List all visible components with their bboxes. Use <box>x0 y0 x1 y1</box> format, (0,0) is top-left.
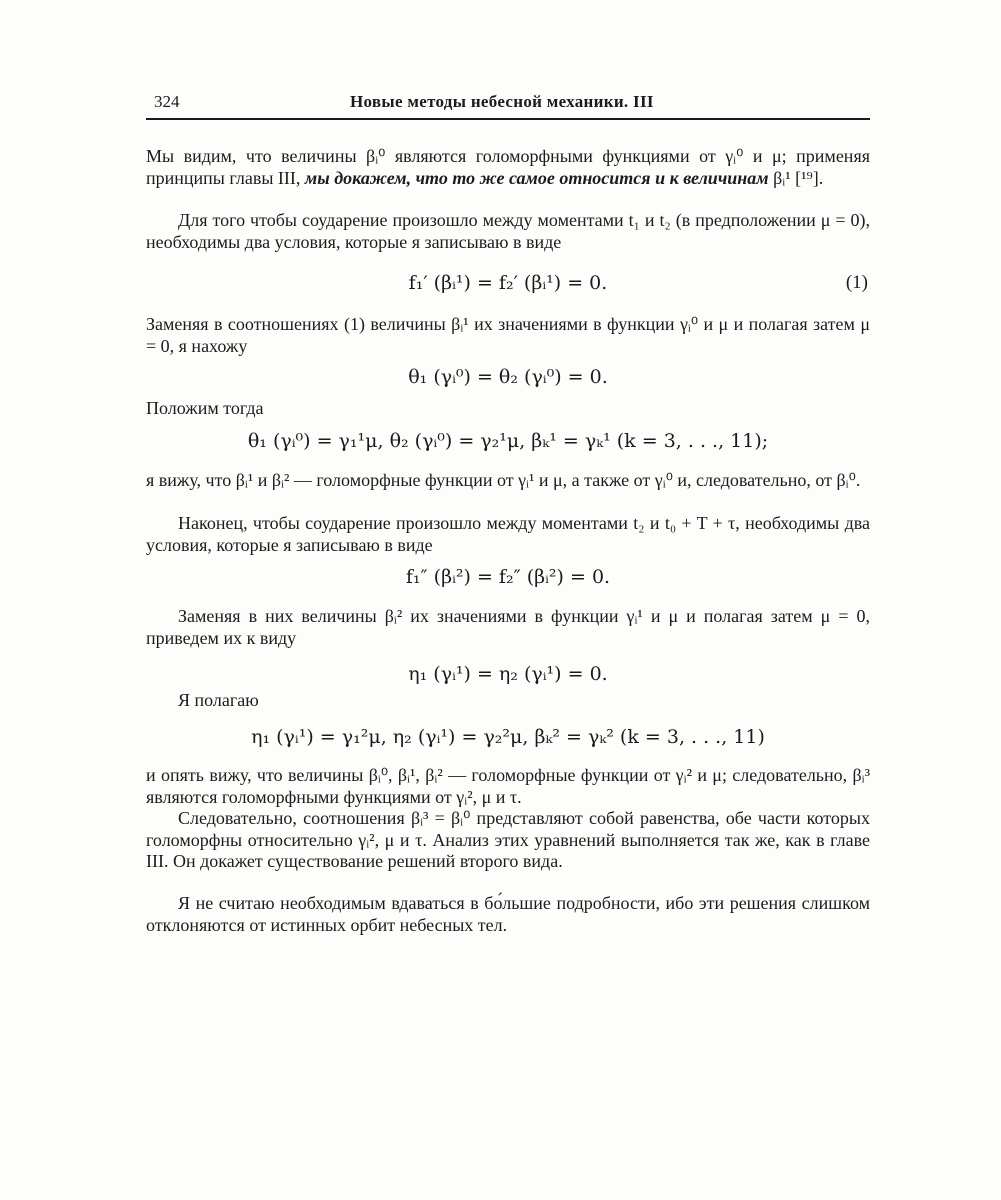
running-header <box>146 90 870 120</box>
paragraph-8: Я полагаю <box>178 690 259 710</box>
equation-1-body: f₁′ (βᵢ¹) = f₂′ (βᵢ¹) = 0. <box>408 272 608 294</box>
paragraph-1 <box>146 146 870 189</box>
header-rule <box>146 118 870 120</box>
paragraph-4: Положим тогда <box>146 398 264 418</box>
paragraph-1-end: βᵢ¹ [¹⁹]. <box>768 167 824 188</box>
equation-2: θ₁ (γᵢ⁰) = θ₂ (γᵢ⁰) = 0. <box>408 366 608 388</box>
page-number: 324 <box>154 92 180 111</box>
equation-5: η₁ (γᵢ¹) = η₂ (γᵢ¹) = 0. <box>408 663 608 685</box>
equation-1-number: (1) <box>845 272 868 293</box>
equation-6: η₁ (γᵢ¹) = γ₁²μ, η₂ (γᵢ¹) = γ₂²μ, βₖ² = γₖ² (k = 3, . . ., 11) <box>251 726 765 748</box>
paragraph-10: Следовательно, соотношения βᵢ³ = βᵢ⁰ представляют собой равенства, обе части которых голоморфны относительно γᵢ², μ и τ. Анализ этих уравнений выполняется так же, как в главе III. Он докажет существование решений второго вида. <box>146 808 870 871</box>
running-title: Новые методы небесной механики. III <box>350 92 654 111</box>
paragraph-11: Я не считаю необходимым вдаваться в бо́льшие подробности, ибо эти решения слишком отклоняются от истинных орбит небесных тел. <box>146 893 870 935</box>
paragraph-1-start: Мы видим, что величины βᵢ⁰ являются голоморфными функциями от γᵢ⁰ и μ; применяя принципы главы III, <box>146 146 870 188</box>
paragraph-1-italic: мы докажем, что то же самое относится и к величинам <box>304 167 769 188</box>
paragraph-3: Заменяя в соотношениях (1) величины βᵢ¹ их значениями в функции γᵢ⁰ и μ и полагая затем μ = 0, я нахожу <box>146 314 870 356</box>
paragraph-7: Заменяя в них величины βᵢ² их значениями в функции γᵢ¹ и μ и полагая затем μ = 0, приведем их к виду <box>146 606 870 648</box>
equation-3: θ₁ (γᵢ⁰) = γ₁¹μ, θ₂ (γᵢ⁰) = γ₂¹μ, βₖ¹ = γₖ¹ (k = 3, . . ., 11); <box>247 430 769 452</box>
paragraph-5: я вижу, что βᵢ¹ и βᵢ² — голоморфные функции от γᵢ¹ и μ, а также от γᵢ⁰ и, следовательно, от βᵢ⁰. <box>146 470 861 490</box>
equation-4: f₁″ (βᵢ²) = f₂″ (βᵢ²) = 0. <box>405 566 611 588</box>
paragraph-9: и опять вижу, что величины βᵢ⁰, βᵢ¹, βᵢ² — голоморфные функции от γᵢ² и μ; следовательно, βᵢ³ являются голоморфными функциями от γᵢ², μ и τ. <box>146 765 870 807</box>
paragraph-2: Для того чтобы соударение произошло между моментами t₁ и t₂ (в предположении μ = 0), необходимы два условия, которые я записываю в виде <box>146 210 870 252</box>
paragraph-6: Наконец, чтобы соударение произошло между моментами t₂ и t₀ + T + τ, необходимы два условия, которые я записываю в виде <box>146 513 870 555</box>
equation-1 <box>146 272 870 294</box>
